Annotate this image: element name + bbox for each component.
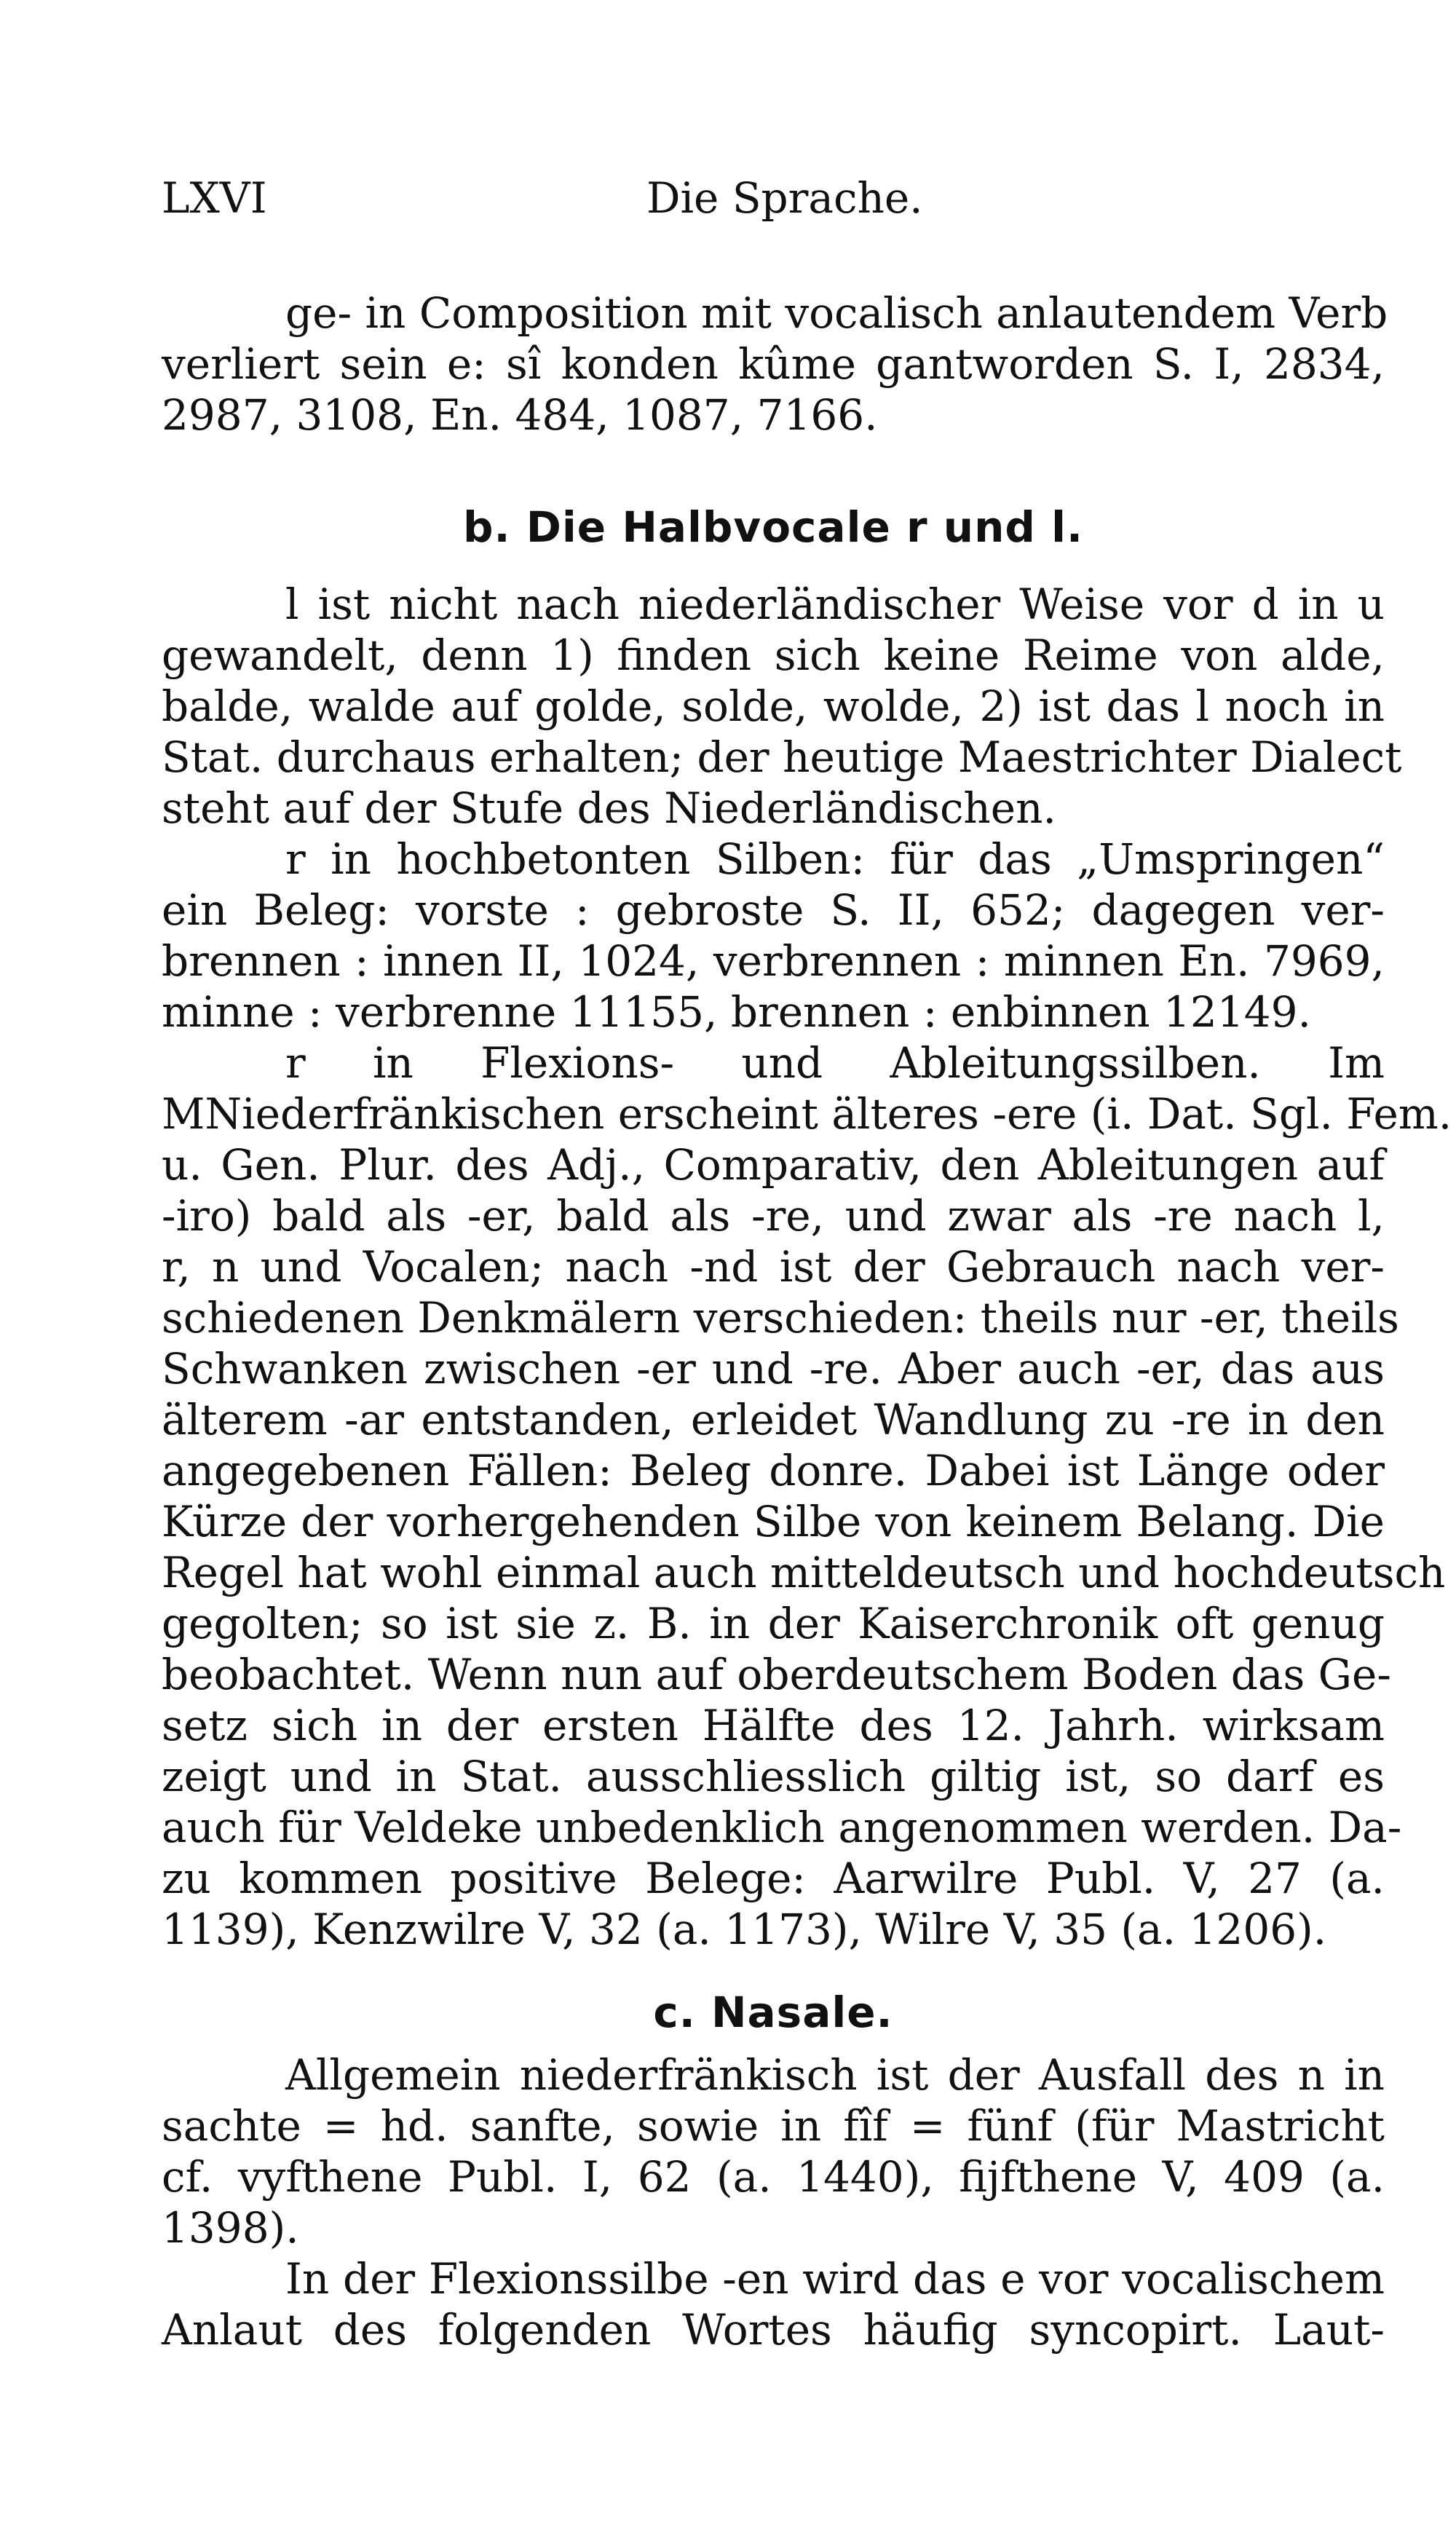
text-line: r, n und Vocalen; nach -nd ist der Gebrauch nach ver- bbox=[162, 1242, 1385, 1292]
text-line: 1139), Kenzwilre V, 32 (a. 1173), Wilre V, 35 (a. 1206). bbox=[162, 1905, 1327, 1954]
page-number: LXVI bbox=[162, 173, 267, 223]
paragraph-r-hochbetont bbox=[162, 834, 1385, 1037]
text-line: gewandelt, denn 1) finden sich keine Reime von alde, bbox=[162, 630, 1385, 680]
text-line: Schwanken zwischen -er und -re. Aber auch -er, das aus bbox=[162, 1344, 1385, 1394]
text-line: schiedenen Denkmälern verschieden: theils nur -er, theils bbox=[162, 1293, 1399, 1343]
paragraph-nasale bbox=[162, 2049, 1385, 2253]
text-line: In der Flexionssilbe -en wird das e vor vocalischem bbox=[285, 2254, 1385, 2304]
section-heading-c: c. Nasale. bbox=[653, 1988, 893, 2037]
paragraph-l bbox=[162, 579, 1402, 834]
paragraph-flexionssilbe bbox=[162, 2253, 1385, 2355]
paragraph-r-flexion bbox=[162, 1037, 1452, 1955]
text-line: Kürze der vorhergehenden Silbe von keinem Belang. Die bbox=[162, 1497, 1385, 1546]
text-line: minne : verbrenne 11155, brennen : enbinnen 12149. bbox=[162, 987, 1311, 1037]
text-line: steht auf der Stufe des Niederländischen. bbox=[162, 783, 1056, 833]
text-line: beobachtet. Wenn nun auf oberdeutschem Boden das Ge- bbox=[162, 1650, 1391, 1699]
text-line: 1398). bbox=[162, 2203, 299, 2253]
text-line: Stat. durchaus erhalten; der heutige Maestrichter Dialect bbox=[162, 732, 1402, 782]
text-line: brennen : innen II, 1024, verbrennen : minnen En. 7969, bbox=[162, 936, 1385, 986]
text-line: r in Flexions- und Ableitungssilben. Im bbox=[285, 1038, 1385, 1088]
text-line: balde, walde auf golde, solde, wolde, 2) ist das l noch in bbox=[162, 681, 1385, 731]
text-line: r in hochbetonten Silben: für das „Umspringen“ bbox=[285, 834, 1385, 884]
text-line: auch für Veldeke unbedenklich angenommen werden. Da- bbox=[162, 1803, 1402, 1852]
text-line: zeigt und in Stat. ausschliesslich giltig ist, so darf es bbox=[162, 1752, 1385, 1801]
text-line: u. Gen. Plur. des Adj., Comparativ, den Ableitungen auf bbox=[162, 1140, 1385, 1190]
text-line: Anlaut des folgenden Wortes häufig syncopirt. Laut- bbox=[162, 2305, 1385, 2355]
text-line: zu kommen positive Belege: Aarwilre Publ. V, 27 (a. bbox=[162, 1854, 1385, 1903]
paragraph-ge bbox=[162, 288, 1388, 440]
text-line: setz sich in der ersten Hälfte des 12. Jahrh. wirksam bbox=[162, 1701, 1385, 1750]
section-heading-b: b. Die Halbvocale r und l. bbox=[463, 502, 1083, 552]
text-line: verliert sein e: sî konden kûme gantworden S. I, 2834, bbox=[162, 339, 1385, 389]
text-line: l ist nicht nach niederländischer Weise vor d in u bbox=[285, 580, 1385, 629]
text-line: ein Beleg: vorste : gebroste S. II, 652; dagegen ver- bbox=[162, 885, 1385, 935]
text-line: ge- in Composition mit vocalisch anlautendem Verb bbox=[285, 288, 1388, 338]
page-header bbox=[162, 173, 1385, 224]
text-line: MNiederfränkischen erscheint älteres -ere (i. Dat. Sgl. Fem. bbox=[162, 1089, 1452, 1139]
text-line: sachte = hd. sanfte, sowie in fîf = fünf (für Mastricht bbox=[162, 2101, 1385, 2151]
text-line: Regel hat wohl einmal auch mitteldeutsch und hochdeutsch bbox=[162, 1548, 1446, 1597]
running-title: Die Sprache. bbox=[646, 173, 923, 223]
text-line: Allgemein niederfränkisch ist der Ausfall des n in bbox=[285, 2050, 1385, 2100]
text-line: cf. vyfthene Publ. I, 62 (a. 1440), fijfthene V, 409 (a. bbox=[162, 2152, 1385, 2202]
text-line: -iro) bald als -er, bald als -re, und zwar als -re nach l, bbox=[162, 1191, 1385, 1241]
text-line: älterem -ar entstanden, erleidet Wandlung zu -re in den bbox=[162, 1395, 1385, 1444]
text-line: angegebenen Fällen: Beleg donre. Dabei ist Länge oder bbox=[162, 1446, 1385, 1495]
text-line: 2987, 3108, En. 484, 1087, 7166. bbox=[162, 390, 878, 440]
text-line: gegolten; so ist sie z. B. in der Kaiserchronik oft genug bbox=[162, 1599, 1385, 1648]
